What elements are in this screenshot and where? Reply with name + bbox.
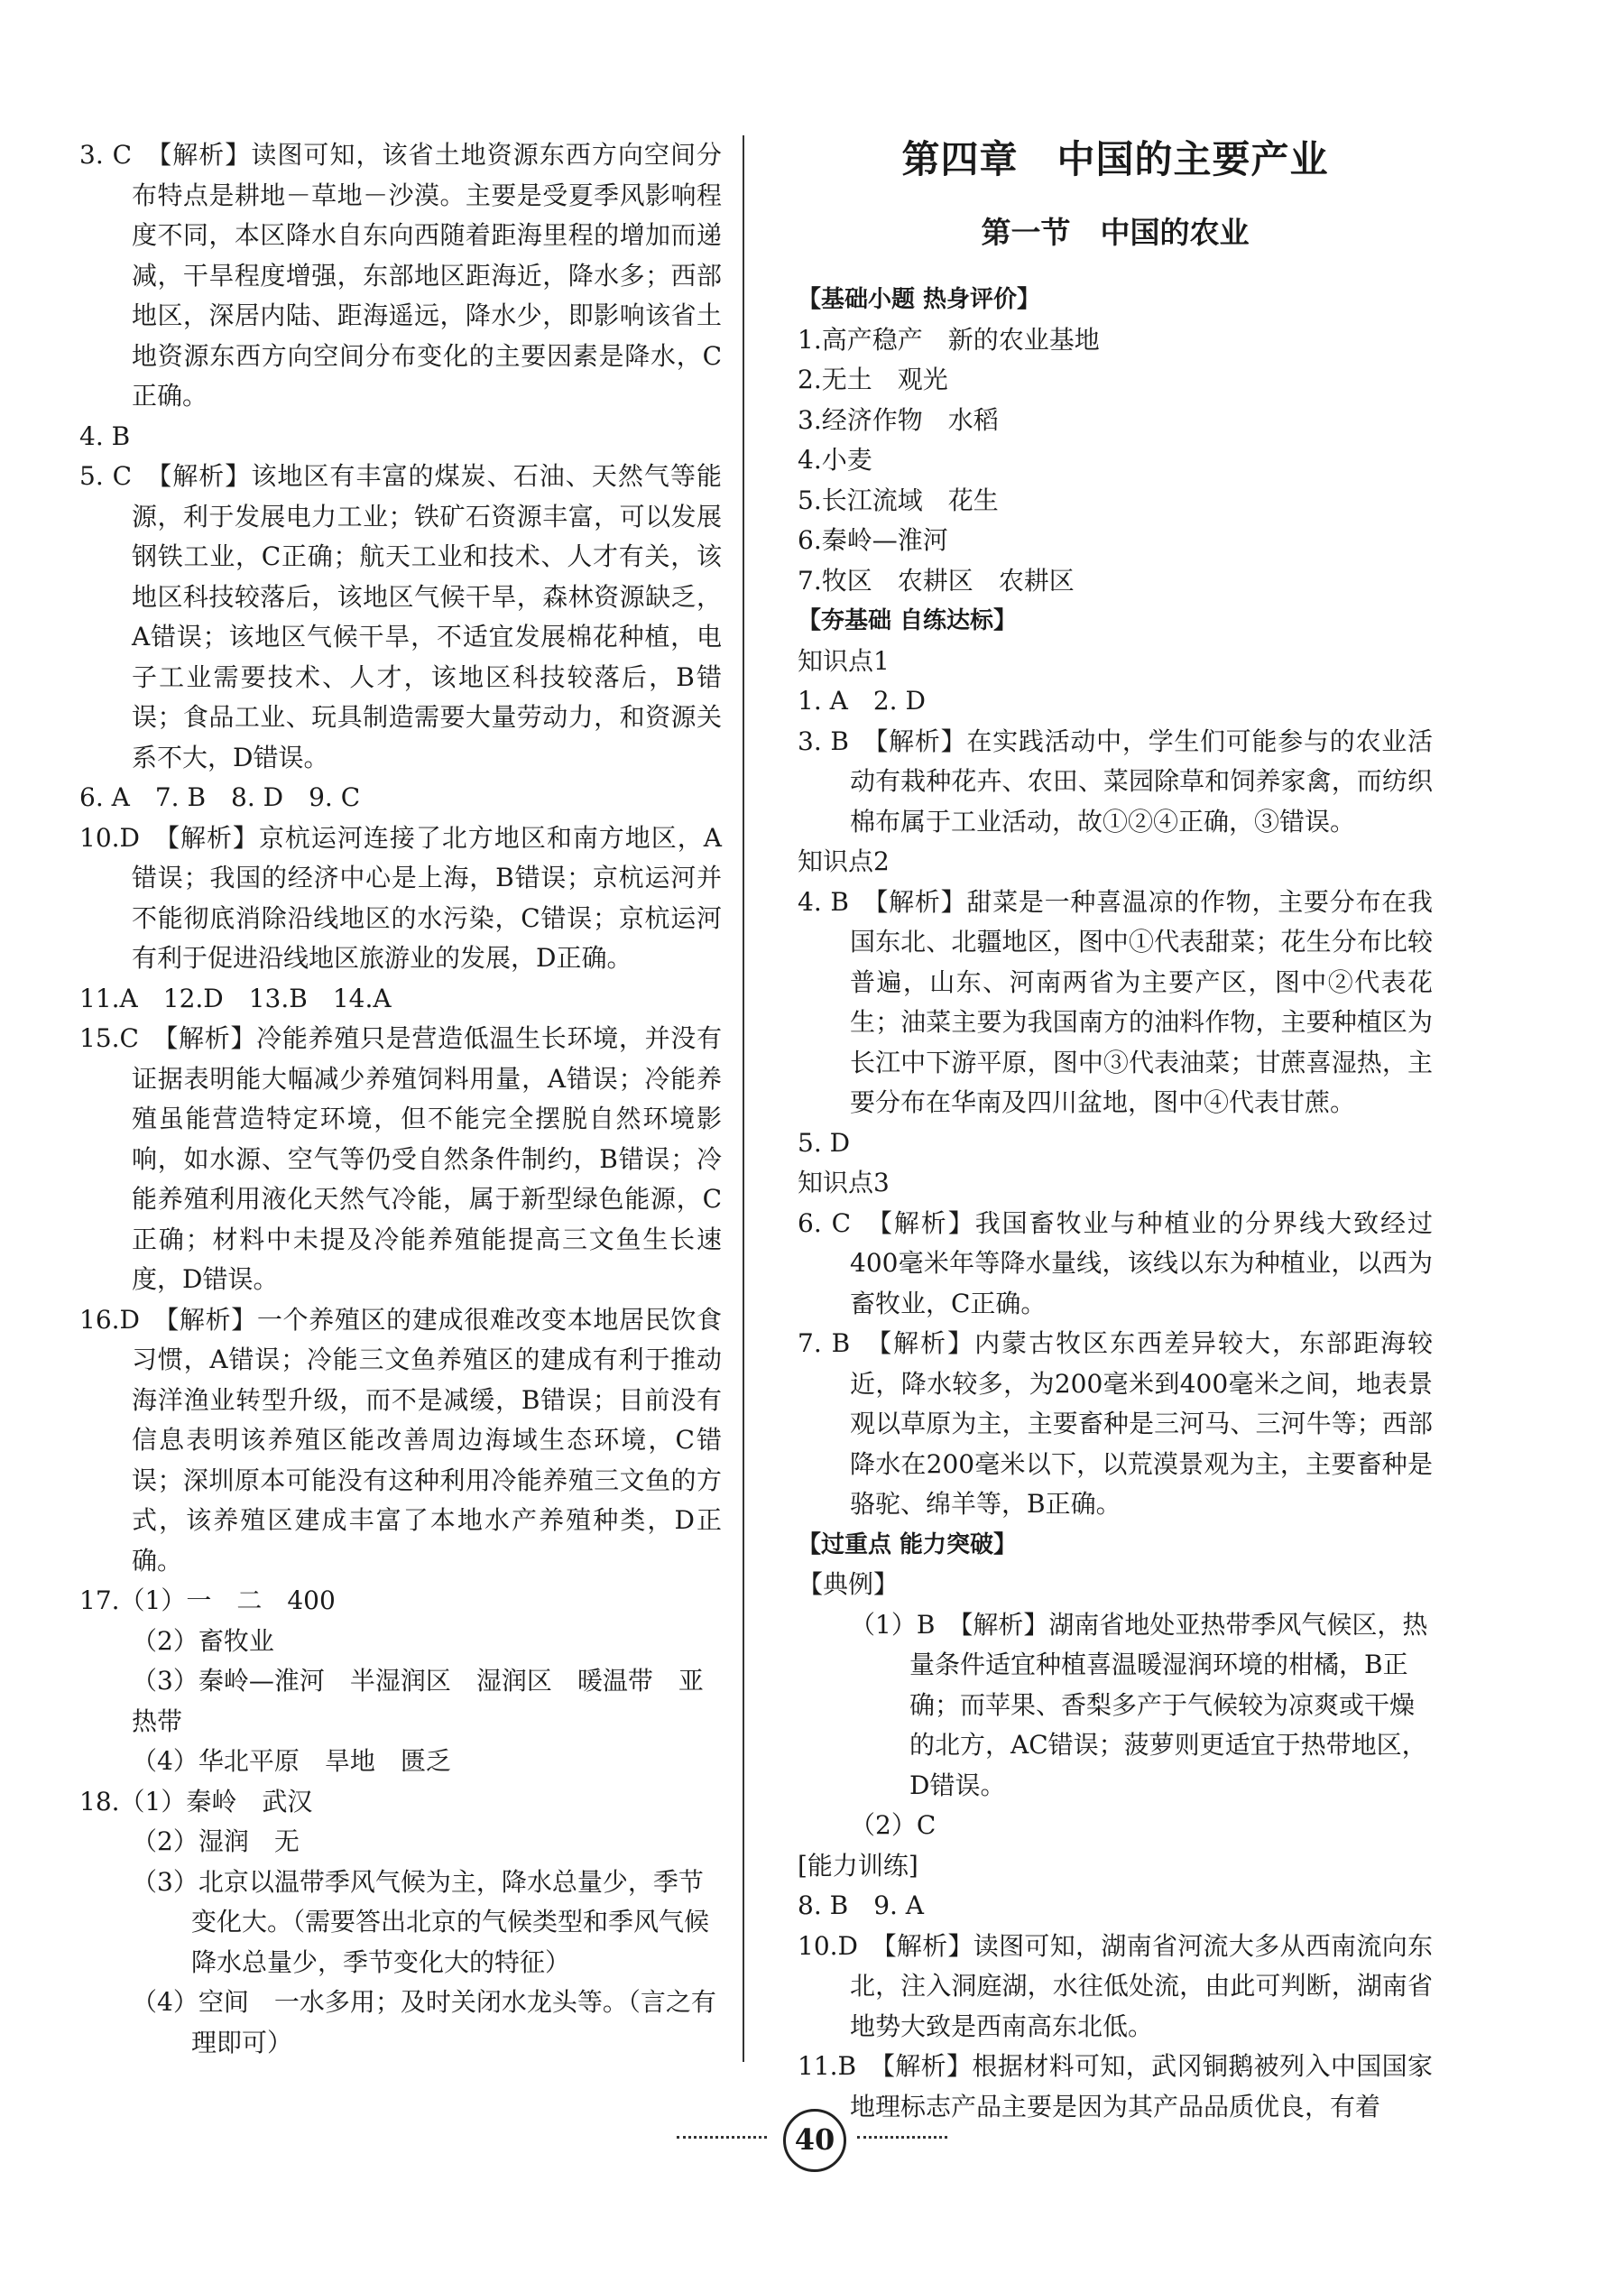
left-item: 10.D 【解析】京杭运河连接了北方地区和南方地区，A错误；我国的经济中心是上海，B错误；京杭运河并不能彻底消除沿线地区的水污染，C错误；京杭运河有利于促进沿线地区旅游业的发展，D正确。 [79, 822, 722, 973]
right-item: 4. B 【解析】甜菜是一种喜温凉的作物，主要分布在我国东北、北疆地区，图中①代表甜菜；花生分布比较普遍，山东、河南两省为主要产区，图中②代表花生；油菜主要为我国南方的油料作物，主要种植区为长江中下游平原，图中③代表油菜；甘蔗喜湿热，主要分布在华南及四川盆地，图中④代表甘蔗。 [798, 886, 1433, 1117]
right-item: 3.经济作物 水稻 [798, 404, 999, 435]
right-item: 知识点2 [798, 846, 890, 876]
right-item: [能力训练] [798, 1850, 918, 1881]
right-item: 8. B 9. A [798, 1890, 925, 1920]
right-item: 5. D [798, 1127, 851, 1158]
right-item: 知识点3 [798, 1168, 890, 1197]
right-column-body [798, 280, 1433, 2127]
left-item: （2）湿润 无 [132, 1826, 300, 1856]
left-item: 6. A 7. B 8. D 9. C [79, 782, 361, 812]
left-item: （4）空间 一水多用；及时关闭水龙头等。（言之有理即可） [132, 1987, 716, 2057]
right-item: 知识点1 [798, 645, 890, 676]
right-item: 4.小麦 [798, 445, 872, 475]
right-item: 5.长江流域 花生 [798, 485, 999, 515]
right-item: 【过重点 能力突破】 [798, 1530, 1018, 1558]
right-item: 【典例】 [798, 1569, 900, 1599]
right-column [798, 135, 1433, 2127]
left-item: （3）北京以温带季风气候为主，降水总量少，季节变化大。（需要答出北京的气候类型和季风气候降水总量少，季节变化大的特征） [132, 1866, 710, 1977]
right-item: 2.无土 观光 [798, 365, 948, 394]
page-number: 40 [783, 2109, 846, 2172]
left-item: 17.（1）一 二 400 [79, 1585, 336, 1615]
left-item: （3）秦岭—淮河 半湿润区 湿润区 暖温带 亚热带 [132, 1666, 704, 1736]
left-item: 15.C 【解析】冷能养殖只是营造低温生长环境，并没有证据表明能大幅减少养殖饲料用量，A错误；冷能养殖虽能营造特定环境，但不能完全摆脱自然环境影响，如水源、空气等仍受自然条件制约，B错误；冷能养殖利用液化天然气冷能，属于新型绿色能源，C正确；材料中未提及冷能养殖能提高三文鱼生长速度，D错误。 [79, 1023, 722, 1294]
right-item: 6.秦岭—淮河 [798, 525, 948, 555]
right-item: 【夯基础 自练达标】 [798, 607, 1018, 634]
right-item: 【基础小题 热身评价】 [798, 286, 1041, 313]
right-item: 7.牧区 农耕区 农耕区 [798, 565, 1075, 596]
dots-left [677, 2136, 767, 2142]
dots-right [857, 2136, 947, 2142]
right-item: 3. B 【解析】在实践活动中，学生们可能参与的农业活动有栽种花卉、农田、菜园除草和饲养家禽，而纺织棉布属于工业活动，故①②④正确，③错误。 [798, 726, 1433, 837]
left-item: 18.（1）秦岭 武汉 [79, 1786, 313, 1816]
left-item: （4）华北平原 旱地 匮乏 [132, 1746, 451, 1776]
left-item: 4. B [79, 421, 131, 451]
chapter-title: 第四章 中国的主要产业 [901, 137, 1329, 181]
left-column [79, 135, 722, 2063]
right-item: 11.B 【解析】根据材料可知，武冈铜鹅被列入中国国家地理标志产品主要是因为其产品品质优良，有着 [798, 2051, 1433, 2121]
right-item: 10.D 【解析】读图可知，湖南省河流大多从西南流向东北，注入洞庭湖，水往低处流，由此可判断，湖南省地势大致是西南高东北低。 [798, 1930, 1433, 2041]
left-item: 5. C 【解析】该地区有丰富的煤炭、石油、天然气等能源，利于发展电力工业；铁矿石资源丰富，可以发展钢铁工业，C正确；航天工业和技术、人才有关，该地区科技较落后，该地区气候干旱，森林资源缺乏，A错误；该地区气候干旱，不适宜发展棉花种植，电子工业需要技术、人才，该地区科技较落后，B错误；食品工业、玩具制造需要大量劳动力，和资源关系不大，D错误。 [79, 461, 722, 772]
right-item: 1. A 2. D [798, 686, 926, 716]
left-item: 16.D 【解析】一个养殖区的建成很难改变本地居民饮食习惯，A错误；冷能三文鱼养殖区的建成有利于推动海洋渔业转型升级，而不是减缓，B错误；目前没有信息表明该养殖区能改善周边海域生态环境，C错误；深圳原本可能没有这种利用冷能养殖三文鱼的方式，该养殖区建成丰富了本地水产养殖种类，D正确。 [79, 1304, 722, 1576]
column-divider [743, 135, 744, 2062]
right-item: （2）C [850, 1810, 937, 1840]
right-item: 6. C 【解析】我国畜牧业与种植业的分界线大致经过400毫米年等降水量线，该线以东为种植业，以西为畜牧业，C正确。 [798, 1207, 1433, 1318]
left-item: 11.A 12.D 13.B 14.A [79, 983, 392, 1013]
section-title: 第一节 中国的农业 [981, 215, 1250, 250]
right-item: 1.高产稳产 新的农业基地 [798, 324, 1100, 355]
page-number-badge [659, 2107, 965, 2170]
right-item: 7. B 【解析】内蒙古牧区东西差异较大，东部距海较近，降水较多，为200毫米到400毫米之间，地表景观以草原为主，主要畜种是三河马、三河牛等；西部降水在200毫米以下，以荒漠景观为主，主要畜种是骆驼、绵羊等，B正确。 [798, 1328, 1433, 1519]
left-item: （2）畜牧业 [132, 1625, 274, 1656]
left-item: 3. C 【解析】读图可知，该省土地资源东西方向空间分布特点是耕地－草地－沙漠。主要是受夏季风影响程度不同，本区降水自东向西随着距海里程的增加而递减，干旱程度增强，东部地区距海近，降水多；西部地区，深居内陆、距海遥远，降水少，即影响该省土地资源东西方向空间分布变化的主要因素是降水，C正确。 [79, 140, 722, 411]
right-item: （1）B 【解析】湖南省地处亚热带季风气候区，热量条件适宜种植喜温暖湿润环境的柑橘，B正确；而苹果、香梨多产于气候较为凉爽或干燥的北方，AC错误；菠萝则更适宜于热带地区，D错误。 [850, 1609, 1428, 1800]
